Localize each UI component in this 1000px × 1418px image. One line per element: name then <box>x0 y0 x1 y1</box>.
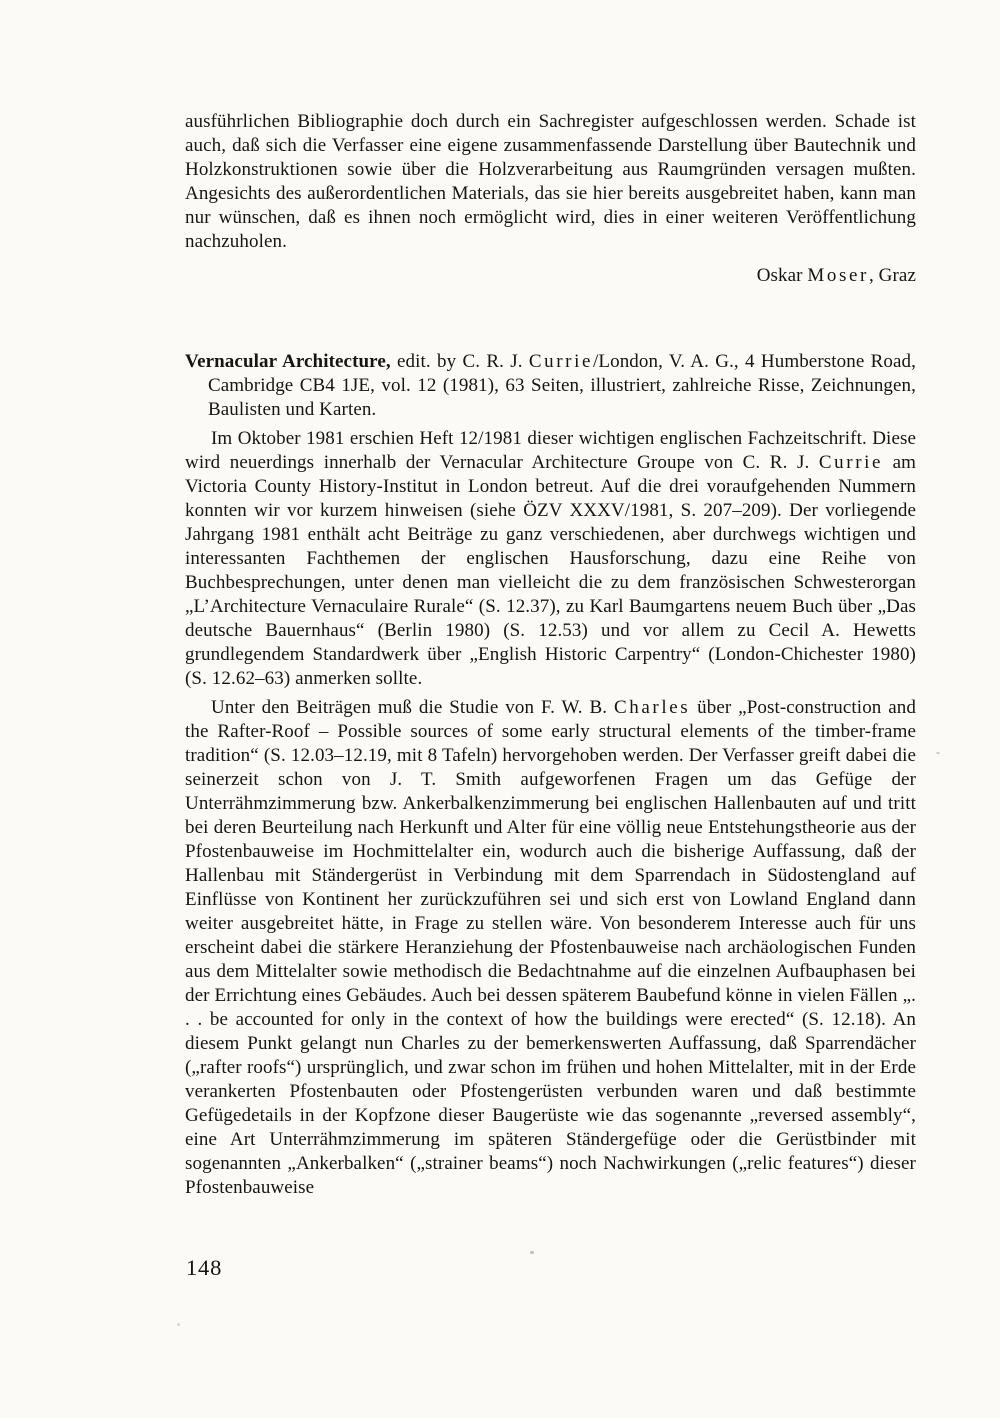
reviewer-byline-segment-spaced: Moser <box>807 265 869 286</box>
review-heading-segment-spaced: Currie <box>528 351 594 372</box>
reviewer-byline <box>185 264 916 288</box>
review-paragraph-2 <box>185 696 916 1200</box>
prev-review-closing-paragraph-segment-normal: ausführlichen Bibliographie doch durch ein Sachregister aufgeschlossen werden. Schade ist auch, daß sich die Verfasser eine eigene zusammenfassende Darstellung über Bautechnik und Holzkonstruktionen sowie über die Holzverarbeitung aus Raumgründen versagen mußten. Angesichts des außerordentlichen Materials, das sie hier bereits ausgebreitet haben, kann man nur wünschen, daß es ihnen noch ermöglicht wird, dies in einer weiteren Veröffentlichung nachzuholen. <box>185 111 916 252</box>
reviewer-byline-segment-normal: Oskar <box>756 265 808 286</box>
review-heading-segment-bold: Vernacular Architecture, <box>185 351 391 372</box>
scan-speck <box>936 752 940 754</box>
page-text <box>185 110 916 1200</box>
prev-review-closing-paragraph <box>185 110 916 254</box>
page-number: 148 <box>186 1255 223 1280</box>
review-heading <box>185 350 916 422</box>
review-paragraph-1-segment-spaced: Currie <box>818 452 884 473</box>
reviewer-byline-segment-normal: , Graz <box>868 265 916 286</box>
scan-speck <box>530 1251 534 1254</box>
review-heading-segment-normal: /London, V. A. G., 4 Humberstone Road, Cambridge CB4 1JE, vol. 12 (1981), 63 Seiten, illustriert, zahlreiche Risse, Zeichnungen, Baulisten und Karten. <box>208 351 916 420</box>
review-paragraph-1-segment-normal: Im Oktober 1981 erschien Heft 12/1981 dieser wichtigen englischen Fachzeitschrift. Diese wird neuerdings innerhalb der Vernacular Architecture Groupe von C. R. J. <box>185 428 916 473</box>
review-paragraph-1 <box>185 427 916 691</box>
review-paragraph-2-segment-spaced: Charles <box>614 697 691 718</box>
review-paragraph-2-segment-normal: Unter den Beiträgen muß die Studie von F. W. B. <box>211 697 614 718</box>
review-paragraph-1-segment-normal: am Victoria County History-Institut in London betreut. Auf die drei voraufgehenden Nummern konnten wir vor kurzem hinweisen (siehe ÖZV XXXV/1981, S. 207–209). Der vorliegende Jahrgang 1981 enthält acht Beiträge zu ganz verschiedenen, aber durchwegs wichtigen und interessanten Fachthemen der englischen Hausforschung, dazu eine Reihe von Buchbesprechungen, unter denen man vielleicht die zu dem französischen Schwesterorgan „L’Architecture Vernaculaire Rurale“ (S. 12.37), zu Karl Baumgartens neuem Buch über „Das deutsche Bauernhaus“ (Berlin 1980) (S. 12.53) und vor allem zu Cecil A. Hewetts grundlegendem Standardwerk über „English Historic Carpentry“ (London-Chichester 1980) (S. 12.62–63) anmerken sollte. <box>185 452 916 689</box>
scan-speck <box>177 1323 180 1326</box>
review-paragraph-2-segment-normal: über „Post-construction and the Rafter-Roof – Possible sources of some early structural elements of the timber-frame tradition“ (S. 12.03–12.19, mit 8 Tafeln) hervorgehoben werden. Der Verfasser greift dabei die seinerzeit schon von J. T. Smith aufgeworfenen Fragen um das Gefüge der Unterrähmzimmerung bzw. Ankerbalkenzimmerung bei englischen Hallenbauten auf und tritt bei deren Beurteilung nach Herkunft und Alter für eine völlig neue Entstehungstheorie aus der Pfostenbauweise im Hochmittelalter ein, wodurch auch die bisherige Auffassung, daß der Hallenbau mit Ständergerüst in Verbindung mit dem Sparrendach in Südostengland auf Einflüsse von Kontinent her zurückzuführen sei und sich erst von Lowland England dann weiter ausgebreitet hätte, in Frage zu stellen wäre. Von besonderem Interesse auch für uns erscheint dabei die stärkere Heranziehung der Pfostenbauweise nach archäologischen Funden aus dem Mittelalter sowie methodisch die Bedachtnahme auf die einzelnen Aufbauphasen bei der Errichtung eines Gebäudes. Auch bei dessen späterem Baubefund könne in vielen Fällen „. . . be accounted for only in the context of how the buildings were erected“ (S. 12.18). An diesem Punkt gelangt nun Charles zu der bemerkenswerten Auffassung, daß Sparrendächer („rafter roofs“) ursprünglich, und zwar schon im frühen und hohen Mittelalter, mit in der Erde verankerten Pfostenbauten oder Pfostengerüsten verbunden waren und daß bestimmte Gefügedetails in der Kopfzone dieser Baugerüste wie das sogenannte „reversed assembly“, eine Art Unterrähmzimmerung im späteren Ständergefüge oder die Gerüstbinder mit sogenannten „Ankerbalken“ („strainer beams“) noch Nachwirkungen („relic features“) dieser Pfostenbauweise <box>185 697 916 1198</box>
review-heading-segment-normal: edit. by C. R. J. <box>390 351 529 372</box>
